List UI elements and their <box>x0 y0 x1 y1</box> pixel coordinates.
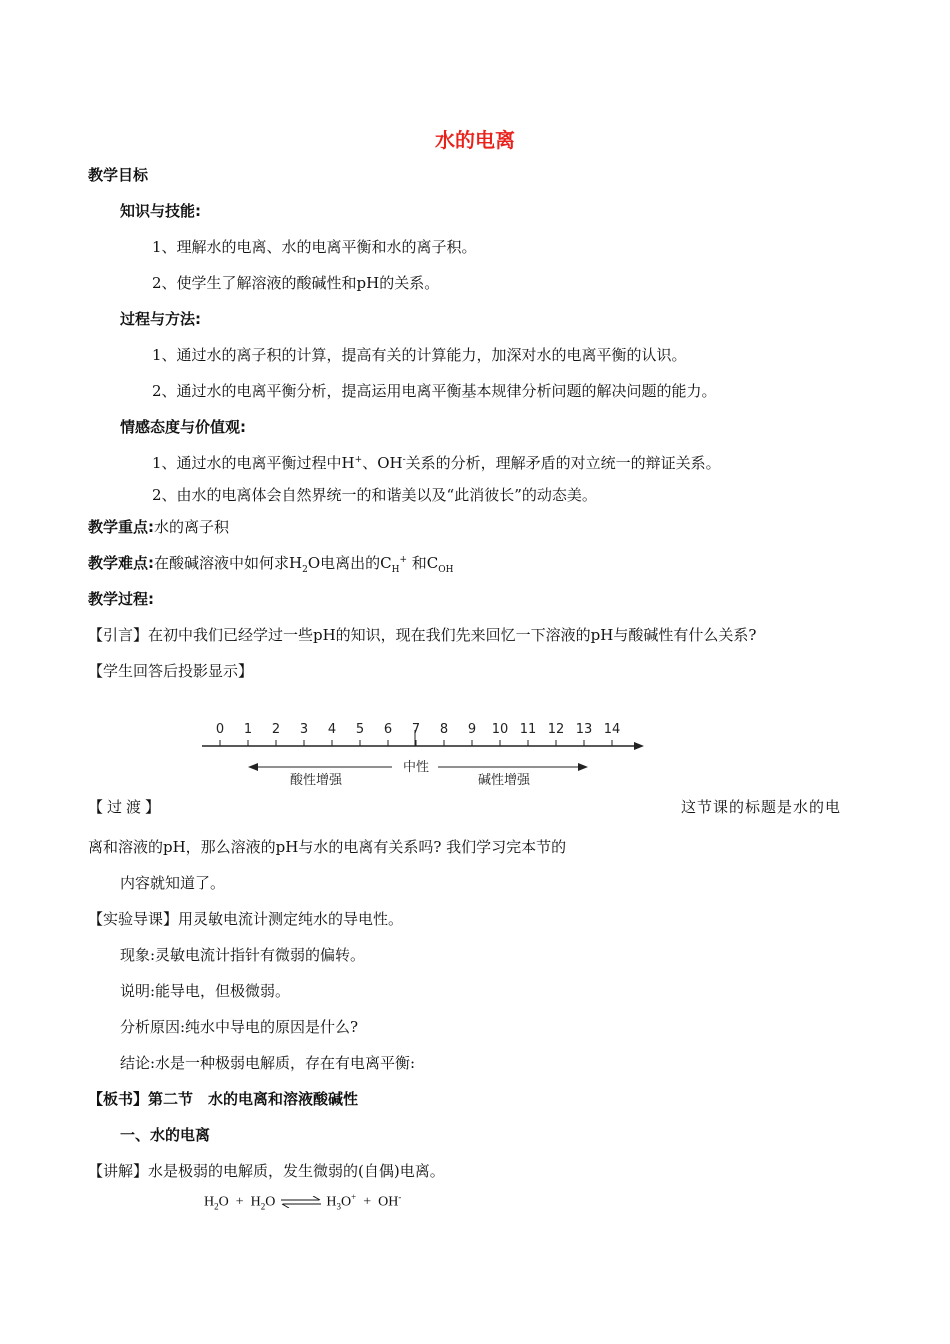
ph-tick-label-4: 4 <box>327 722 337 737</box>
ph-tick-label-8: 8 <box>439 722 449 737</box>
ph-tick-label-10: 10 <box>491 722 509 737</box>
ph-tick-label-7: 7 <box>411 722 421 737</box>
ph-tick-label-9: 9 <box>467 722 477 737</box>
ph-tick-label-14: 14 <box>603 722 621 737</box>
ph-axis-arrow-icon <box>634 742 644 750</box>
emotion-item-2: 2、由水的电离体会自然界统一的和谐美以及“此消彼长”的动态美。 <box>152 486 597 504</box>
transition-line-2: 离和溶液的pH，那么溶液的pH与水的电离有关系吗? 我们学习完本节的 <box>88 838 567 856</box>
process-item-2: 2、通过水的电离平衡分析，提高运用电离平衡基本规律分析问题的解决问题的能力。 <box>152 382 717 400</box>
experiment-conclusion: 结论:水是一种极弱电解质，存在有电离平衡: <box>120 1054 416 1072</box>
ph-tick-label-2: 2 <box>271 722 281 737</box>
base-label: 碱性增强 <box>478 773 531 788</box>
knowledge-item-1: 1、理解水的电离、水的电离平衡和水的离子积。 <box>152 238 477 256</box>
knowledge-heading: 知识与技能: <box>120 202 201 220</box>
transition-label: 【过渡】 <box>88 798 165 816</box>
experiment-phenomenon: 现象:灵敏电流计指针有微弱的偏转。 <box>120 946 366 964</box>
equilibrium-arrow-icon <box>279 1196 323 1208</box>
knowledge-item-2: 2、使学生了解溶液的酸碱性和pH的关系。 <box>152 274 440 292</box>
ph-tick-label-6: 6 <box>383 722 393 737</box>
acid-label: 酸性增强 <box>290 773 343 788</box>
difficulty: 教学难点:在酸碱溶液中如何求$H_2O$电离出的$C_H^+$ 和$C_{OH}$ <box>88 554 454 575</box>
experiment-explain: 说明:能导电，但极微弱。 <box>120 982 291 1000</box>
acid-arrow-icon <box>248 763 258 771</box>
key-point: 教学重点:水的离子积 <box>88 518 230 536</box>
transition-line-3: 内容就知道了。 <box>120 874 226 892</box>
ph-tick-label-13: 13 <box>575 722 593 737</box>
process-method-heading: 过程与方法: <box>120 310 201 328</box>
projection-note: 【学生回答后投影显示】 <box>88 662 254 680</box>
emotion-heading: 情感态度与价值观: <box>120 418 246 436</box>
ph-tick-label-12: 12 <box>547 722 565 737</box>
process-heading: 教学过程: <box>88 590 154 608</box>
transition-right: 这节课的标题是水的电 <box>681 798 842 816</box>
ph-tick-label-11: 11 <box>519 722 537 737</box>
ph-scale-diagram <box>196 712 656 792</box>
neutral-label: 中性 <box>403 760 430 775</box>
base-arrow-icon <box>578 763 588 771</box>
board-heading: 【板书】第二节 水的电离和溶液酸碱性 <box>88 1090 359 1108</box>
emotion-item-1: 1、通过水的电离平衡过程中H+、OH-关系的分析，理解矛盾的对立统一的辩证关系。 <box>152 454 721 472</box>
ph-tick-label-5: 5 <box>355 722 365 737</box>
experiment-analysis: 分析原因:纯水中导电的原因是什么? <box>120 1018 359 1036</box>
intro-paragraph: 【引言】在初中我们已经学过一些pH的知识，现在我们先来回忆一下溶液的pH与酸碱性有什么关系? <box>88 626 757 644</box>
goals-heading: 教学目标 <box>88 166 149 184</box>
process-item-1: 1、通过水的离子积的计算，提高有关的计算能力，加深对水的电离平衡的认识。 <box>152 346 687 364</box>
lecture-paragraph: 【讲解】水是极弱的电解质，发生微弱的(自偶)电离。 <box>88 1162 445 1180</box>
section-heading: 一、水的电离 <box>120 1126 211 1144</box>
ph-tick-label-0: 0 <box>215 722 225 737</box>
ionization-equation: $H_2O + H_2O$ $H_3O^+ + OH^-$ <box>204 1192 402 1212</box>
page-title: 水的电离 <box>435 128 515 152</box>
experiment-intro: 【实验导课】用灵敏电流计测定纯水的导电性。 <box>88 910 404 928</box>
ph-tick-label-3: 3 <box>299 722 309 737</box>
ph-tick-label-1: 1 <box>243 722 253 737</box>
